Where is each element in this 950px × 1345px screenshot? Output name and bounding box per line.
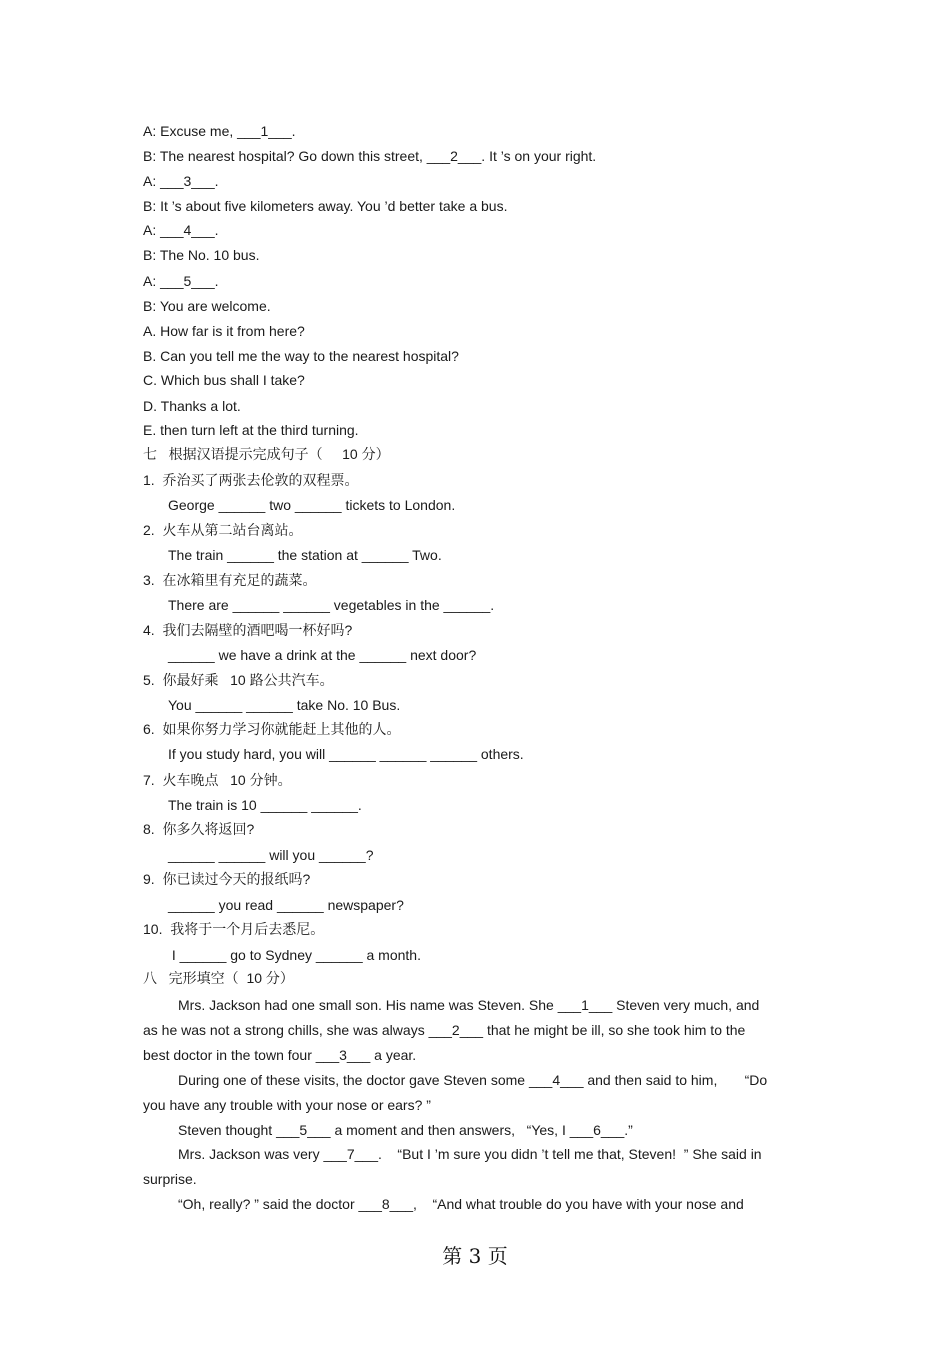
section7-item-1-cn: 1. 乔治买了两张去伦敦的双程票。 (143, 472, 359, 488)
cloze-line-3: best doctor in the town four ___3___ a year. (143, 1047, 417, 1063)
dialogue-line-4: B: It ’s about five kilometers away. You ’d better take a bus. (143, 198, 508, 214)
cloze-line-1: Mrs. Jackson had one small son. His name was Steven. She ___1___ Steven very much, and (178, 997, 760, 1013)
section8-heading: 八 完形填空（ 10 分） (143, 970, 294, 986)
dialogue-line-6: B: The No. 10 bus. (143, 247, 260, 263)
dialogue-line-1: A: Excuse me, ___1___. (143, 123, 296, 139)
cloze-line-6: Steven thought ___5___ a moment and then answers, “Yes, I ___6___.” (178, 1122, 633, 1138)
section7-item-6-cn: 6. 如果你努力学习你就能赶上其他的人。 (143, 721, 401, 737)
section7-item-9-en: ______ you read ______ newspaper? (168, 897, 404, 913)
option-d: D. Thanks a lot. (143, 398, 241, 414)
section7-item-5-en: You ______ ______ take No. 10 Bus. (168, 697, 401, 713)
dialogue-line-2: B: The nearest hospital? Go down this street, ___2___. It ’s on your right. (143, 148, 597, 164)
section7-item-10-en: I ______ go to Sydney ______ a month. (168, 947, 421, 963)
option-a: A. How far is it from here? (143, 323, 305, 339)
section7-item-3-en: There are ______ ______ vegetables in the ______. (168, 597, 495, 613)
section7-item-10-cn: 10. 我将于一个月后去悉尼。 (143, 921, 325, 937)
section7-item-6-en: If you study hard, you will ______ ______ ______ others. (168, 746, 524, 762)
section7-item-7-cn: 7. 火车晚点 10 分钟。 (143, 772, 292, 788)
cloze-line-8: surprise. (143, 1171, 197, 1187)
option-b: B. Can you tell me the way to the nearest hospital? (143, 348, 459, 364)
section7-item-1-en: George ______ two ______ tickets to London. (168, 497, 456, 513)
section7-item-8-en: ______ ______ will you ______? (168, 847, 374, 863)
option-c: C. Which bus shall I take? (143, 372, 305, 388)
section7-item-2-en: The train ______ the station at ______ Two. (168, 547, 442, 563)
section7-item-9-cn: 9. 你已读过今天的报纸吗? (143, 871, 311, 887)
dialogue-line-5: A: ___4___. (143, 222, 219, 238)
cloze-line-9: “Oh, really? ” said the doctor ___8___, “And what trouble do you have with your nose and (178, 1196, 744, 1212)
section7-item-8-cn: 8. 你多久将返回? (143, 821, 255, 837)
section7-item-7-en: The train is 10 ______ ______. (168, 797, 362, 813)
dialogue-line-3: A: ___3___. (143, 173, 219, 189)
page-number: 第 3 页 (442, 1244, 508, 1268)
cloze-line-7: Mrs. Jackson was very ___7___. “But I ’m sure you didn ’t tell me that, Steven! ” She said in (178, 1146, 762, 1162)
cloze-line-5: you have any trouble with your nose or ears? ” (143, 1097, 431, 1113)
section7-item-3-cn: 3. 在冰箱里有充足的蔬菜。 (143, 572, 317, 588)
section7-item-4-cn: 4. 我们去隔壁的酒吧喝一杯好吗? (143, 622, 353, 638)
section7-item-2-cn: 2. 火车从第二站台离站。 (143, 522, 303, 538)
cloze-line-2: as he was not a strong chills, she was always ___2___ that he might be ill, so she took him to the (143, 1022, 746, 1038)
dialogue-line-7: A: ___5___. (143, 273, 219, 289)
cloze-line-4: During one of these visits, the doctor gave Steven some ___4___ and then said to him, “Do (178, 1072, 768, 1088)
dialogue-line-8: B: You are welcome. (143, 298, 271, 314)
section7-item-5-cn: 5. 你最好乘 10 路公共汽车。 (143, 672, 334, 688)
option-e: E. then turn left at the third turning. (143, 422, 359, 438)
section7-item-4-en: ______ we have a drink at the ______ next door? (168, 647, 477, 663)
section7-heading: 七 根据汉语提示完成句子（ 10 分） (143, 446, 390, 462)
